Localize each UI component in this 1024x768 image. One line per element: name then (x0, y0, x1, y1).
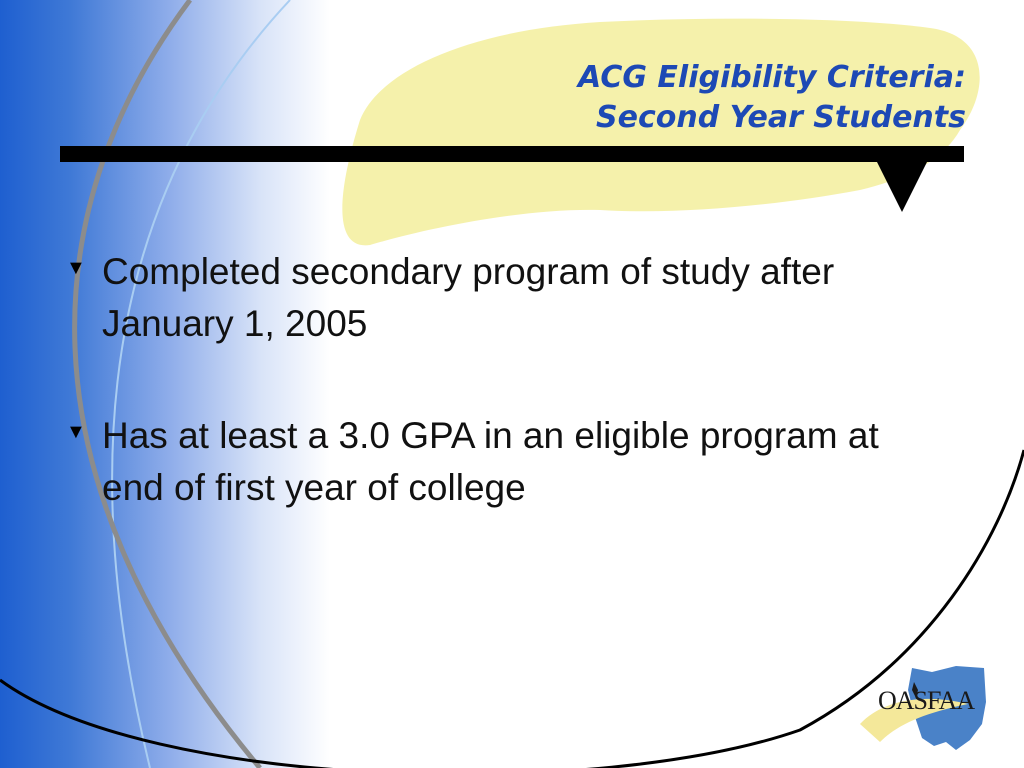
bullet-text: Completed secondary program of study after January 1, 2005 (102, 251, 835, 344)
triangle-bullet-icon: ▼ (66, 421, 86, 443)
triangle-bullet-icon: ▼ (66, 257, 86, 279)
bullet-item (62, 410, 942, 514)
title-line-1: ACG Eligibility Criteria: (578, 60, 966, 95)
rule-triangle (876, 160, 928, 212)
logo-text: OASFAA (878, 686, 975, 715)
title-line-2: Second Year Students (596, 100, 966, 135)
bullet-text: Has at least a 3.0 GPA in an eligible program at end of first year of college (102, 415, 879, 508)
bullet-list (62, 246, 942, 574)
slide-title (406, 58, 966, 138)
title-divider-rule (60, 146, 964, 162)
oasfaa-logo (860, 662, 994, 754)
bullet-item (62, 246, 942, 350)
